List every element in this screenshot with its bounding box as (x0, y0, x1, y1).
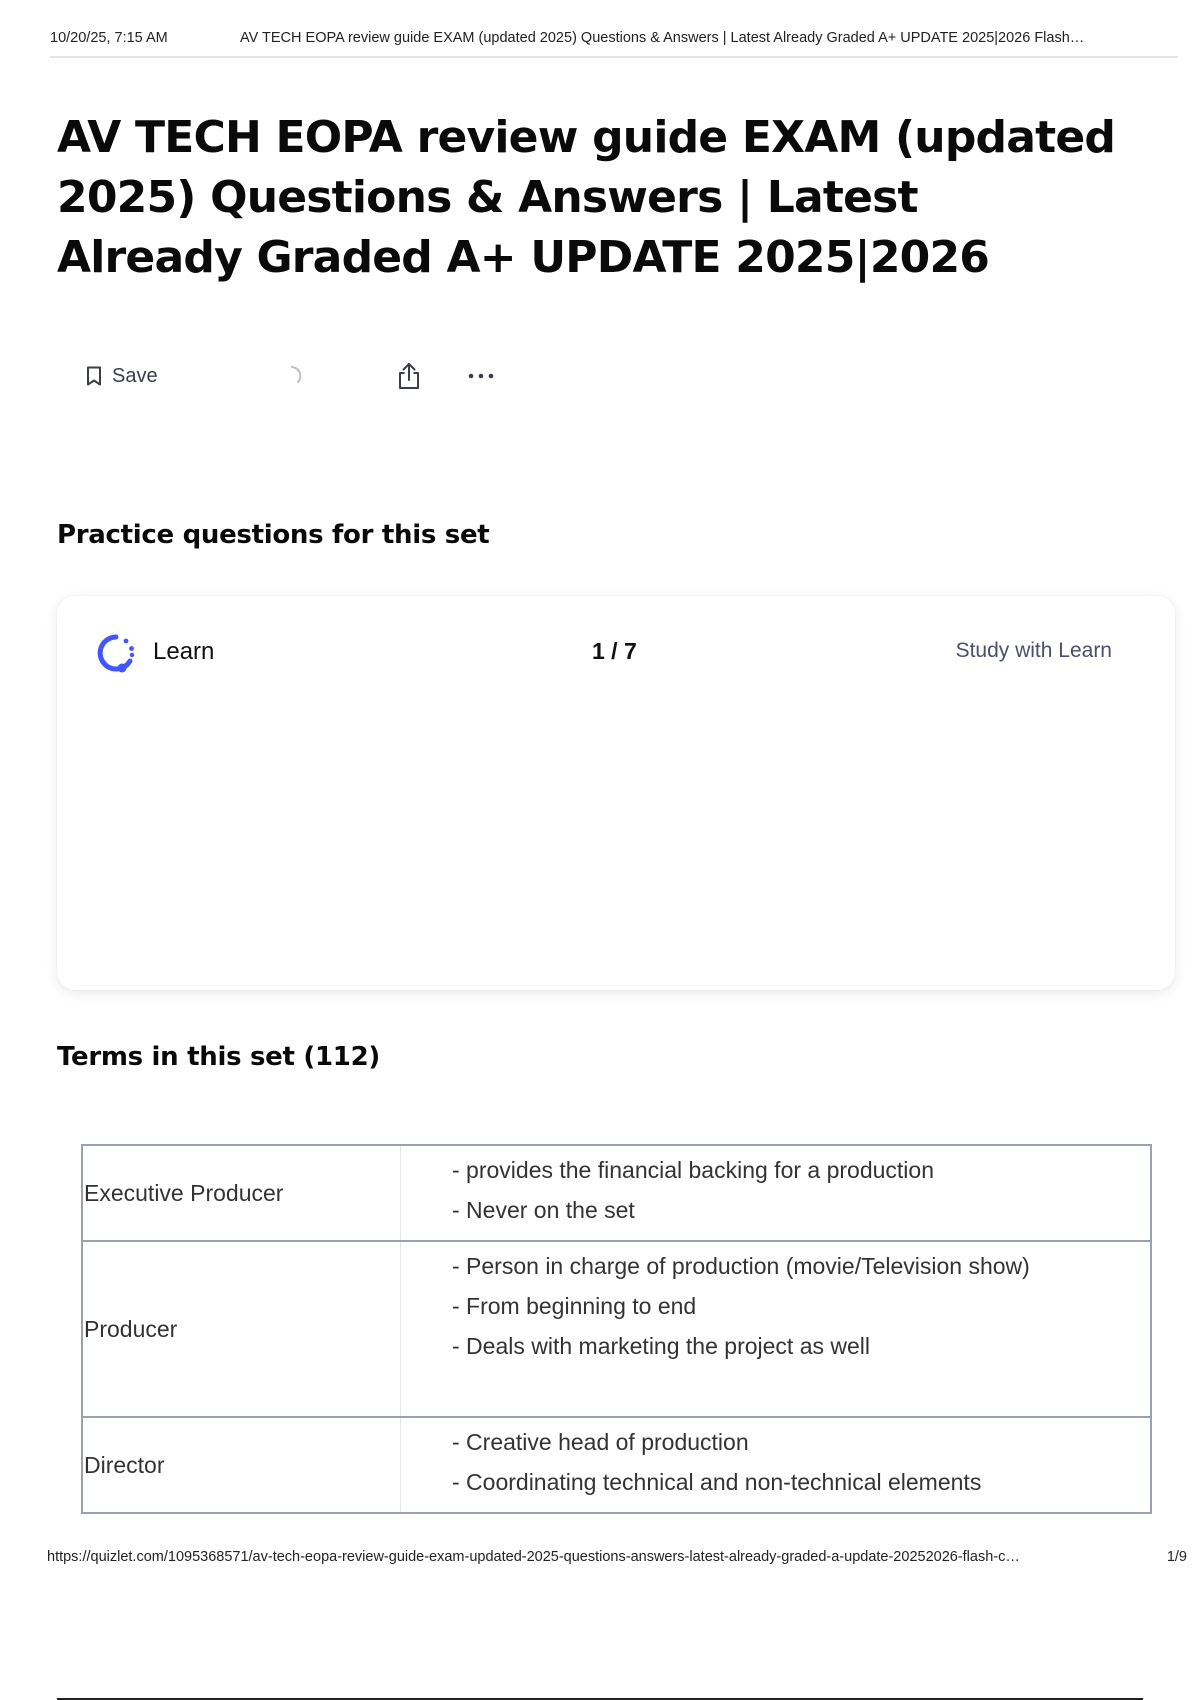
terms-section-title: Terms in this set (112) (57, 1042, 380, 1072)
definition-line: - Deals with marketing the project as well (452, 1333, 870, 1359)
term-cell: Director (83, 1418, 401, 1512)
practice-section-title: Practice questions for this set (57, 520, 490, 550)
terms-table (81, 1144, 1152, 1514)
definition-cell (401, 1418, 1150, 1512)
more-options-icon[interactable] (466, 361, 496, 391)
question-progress: 1 / 7 (592, 638, 637, 664)
definition-line: - Never on the set (452, 1197, 635, 1223)
definition-line: - Person in charge of production (movie/Television show) (452, 1253, 1030, 1279)
print-date: 10/20/25, 7:15 AM (50, 30, 168, 46)
term-cell: Executive Producer (83, 1146, 401, 1240)
definition-line: - Creative head of production (452, 1429, 749, 1455)
definition-cell (401, 1146, 1150, 1240)
page-number: 1/9 (1166, 1549, 1187, 1565)
save-button[interactable] (86, 358, 158, 394)
learn-icon (95, 632, 137, 674)
loading-spinner-icon (280, 364, 304, 388)
page-title: AV TECH EOPA review guide EXAM (updated 2025) Questions & Answers | Latest Already Graded A+ UPDATE 2025|2026 (57, 112, 1116, 283)
print-footer (47, 1549, 1187, 1565)
definition-line: - Coordinating technical and non-technical elements (452, 1469, 982, 1495)
table-row (83, 1242, 1150, 1418)
term-cell: Producer (83, 1242, 401, 1416)
definition-line: - provides the financial backing for a production (452, 1157, 935, 1183)
learn-label: Learn (153, 638, 215, 665)
print-url: https://quizlet.com/1095368571/av-tech-eopa-review-guide-exam-updated-2025-questions-answers-latest-already-graded-a-update-20252026-flash-c… (47, 1549, 1020, 1565)
print-header (50, 30, 1178, 58)
table-row (83, 1418, 1150, 1512)
definition-cell (401, 1242, 1150, 1416)
bookmark-icon (86, 366, 102, 386)
share-icon[interactable] (394, 361, 424, 391)
save-label: Save (112, 364, 158, 387)
definition-line: - From beginning to end (452, 1293, 697, 1319)
study-with-learn-link[interactable]: Study with Learn (955, 639, 1112, 662)
learn-card (57, 596, 1175, 990)
table-row (83, 1146, 1150, 1242)
print-doc-title: AV TECH EOPA review guide EXAM (updated 2025) Questions & Answers | Latest Already Graded A+ UPDATE 2025|2026 Flash… (240, 30, 1085, 46)
set-toolbar (86, 358, 526, 394)
